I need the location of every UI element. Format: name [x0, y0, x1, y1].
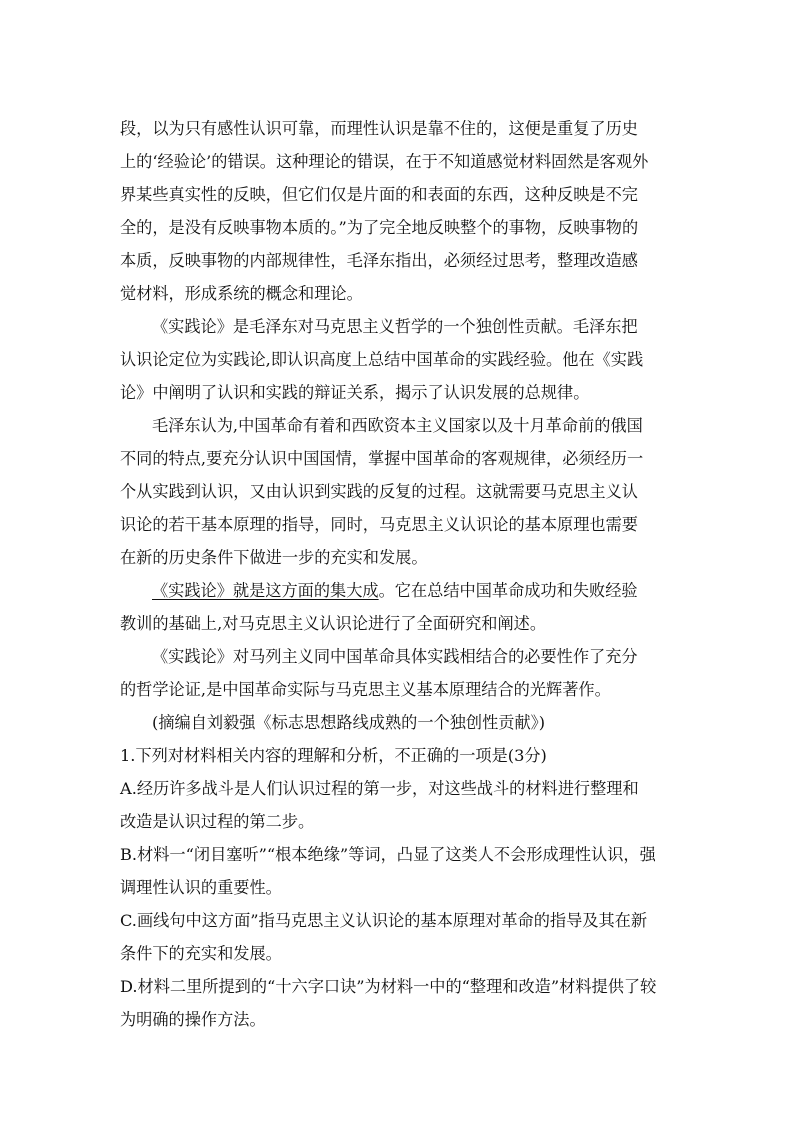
text-line: 上的‘经验论’的错误。这种理论的错误，在于不知道感觉材料固然是客观外 — [120, 152, 649, 171]
option-line: C.画线句中这方面”指马克思主义认识论的基本原理对革命的指导及其在新 — [120, 911, 648, 930]
paragraph-4 — [120, 574, 675, 640]
text-line — [120, 574, 675, 607]
text-line: 在新的历史条件下做进一步的充实和发展。 — [120, 548, 428, 567]
option-line: B.材料一“闭目塞听”“根本绝缘”等词，凸显了这类人不会形成理性认识，强 — [120, 845, 656, 864]
option-line: 条件下的充实和发展。 — [120, 944, 282, 963]
option-a — [120, 772, 675, 838]
option-line: 改造是认识过程的第二步。 — [120, 812, 315, 831]
text-line: 教训的基础上,对马克思主义认识论进行了全面研究和阐述。 — [120, 614, 547, 633]
option-line: D.材料二里所提到的“十六字口诀”为材料一中的“整理和改造”材料提供了较 — [120, 977, 657, 996]
option-c — [120, 904, 675, 970]
text-line: 的哲学论证,是中国革命实际与马克思主义基本原理结合的光辉著作。 — [120, 680, 611, 699]
text-line: 识论的若干基本原理的指导，同时，马克思主义认识论的基本原理也需要 — [120, 515, 638, 534]
text-line: 《实践论》是毛泽东对马克思主义哲学的一个独创性贡献。毛泽东把 — [152, 317, 638, 336]
paragraph-5 — [120, 640, 675, 706]
source-citation — [120, 706, 675, 739]
paragraph-1 — [120, 112, 675, 310]
question-1 — [120, 739, 675, 1036]
text-line: 论》中阐明了认识和实践的辩证关系，揭示了认识发展的总规律。 — [120, 383, 590, 402]
underlined-sentence: 《实践论》就是这方面的集大成 — [152, 581, 379, 600]
option-d — [120, 970, 675, 1036]
text-line: 认识论定位为实践论,即认识高度上总结中国革命的实践经验。他在《实践 — [120, 350, 644, 369]
option-line: 为明确的操作方法。 — [120, 1010, 266, 1029]
option-b — [120, 838, 675, 904]
text-line: 毛泽东认为,中国革命有着和西欧资本主义国家以及十月革命前的俄国 — [152, 416, 643, 435]
text-line: 段，以为只有感性认识可靠，而理性认识是靠不住的，这便是重复了历史 — [120, 119, 638, 138]
text-line: 全的，是没有反映事物本质的。”为了完全地反映整个的事物，反映事物的 — [120, 218, 639, 237]
text-line: 界某些真实性的反映，但它们仅是片面的和表面的东西，这种反映是不完 — [120, 185, 638, 204]
option-line: A.经历许多战斗是人们认识过程的第一步，对这些战斗的材料进行整理和 — [120, 779, 639, 798]
text-line: 不同的特点,要充分认识中国国情，掌握中国革命的客观规律，必须经历一 — [120, 449, 644, 468]
text-line: 《实践论》对马列主义同中国革命具体实践相结合的必要性作了充分 — [152, 647, 638, 666]
source-text: (摘编自刘毅强《标志思想路线成熟的一个独创性贡献》) — [152, 713, 546, 732]
document-body — [120, 112, 675, 1036]
question-stem: 1.下列对材料相关内容的理解和分析，不正确的一项是(3分) — [120, 746, 547, 765]
text-line: 个从实践到认识，又由认识到实践的反复的过程。这就需要马克思主义认 — [120, 482, 638, 501]
sentence-rest: 。它在总结中国革命成功和失败经验 — [378, 581, 638, 600]
paragraph-2 — [120, 310, 675, 409]
text-line: 本质，反映事物的内部规律性，毛泽东指出，必须经过思考，整理改造感 — [120, 251, 638, 270]
text-line: 觉材料，形成系统的概念和理论。 — [120, 284, 363, 303]
option-line: 调理性认识的重要性。 — [120, 878, 282, 897]
paragraph-3 — [120, 409, 675, 574]
